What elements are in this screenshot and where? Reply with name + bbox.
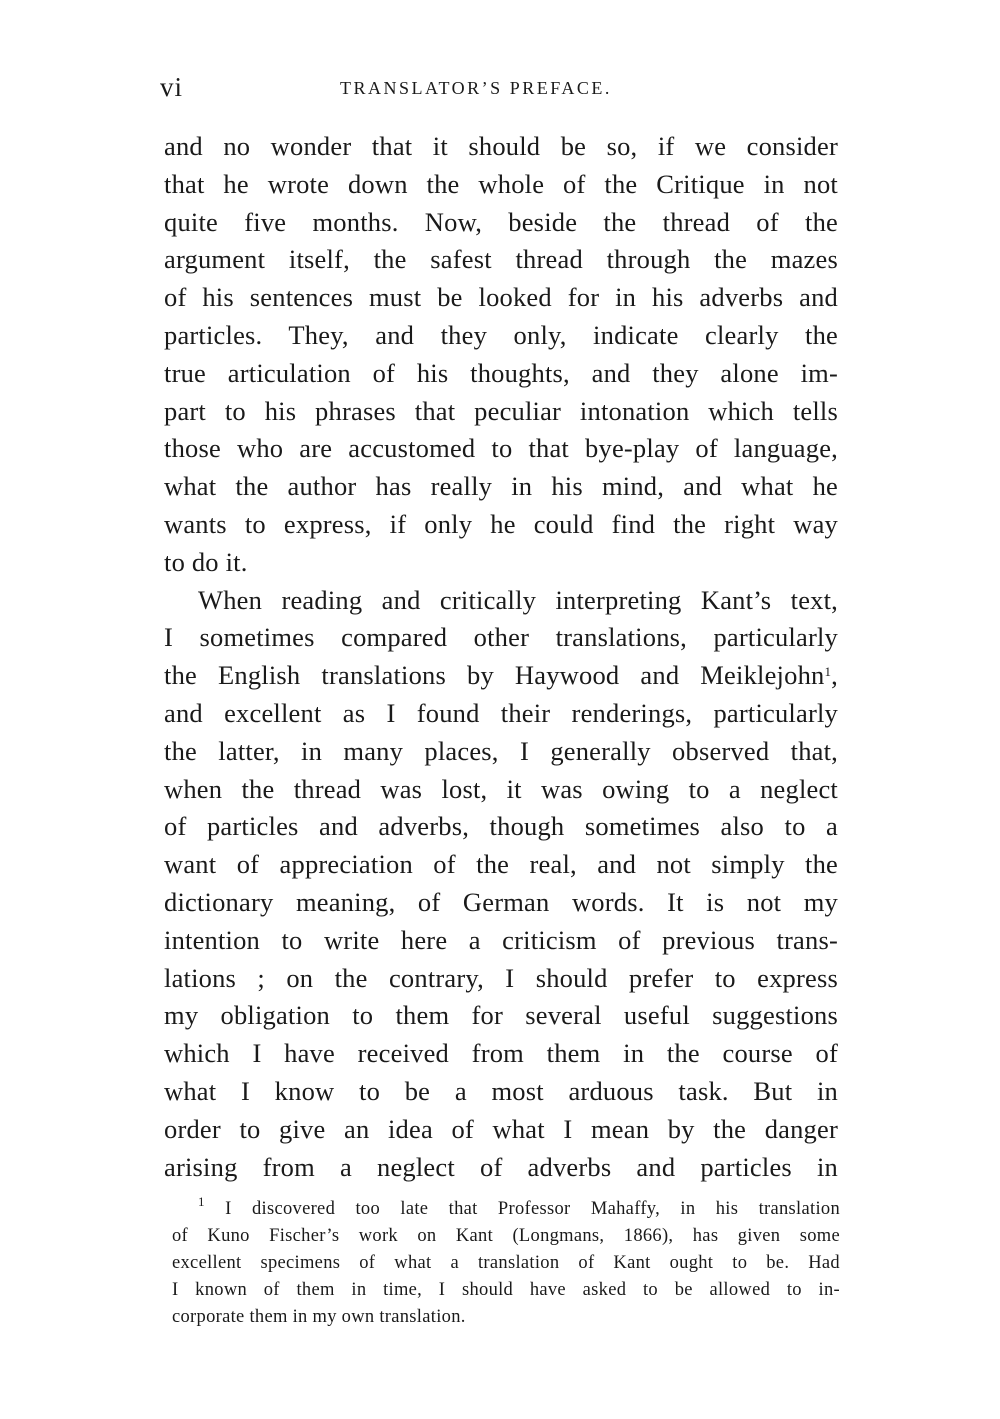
text-line: and excellent as I found their renderings, particularly [164,697,838,728]
text-line: part to his phrases that peculiar intonation which tells [164,395,838,426]
footnote-line [172,1196,840,1223]
footnote-line: corporate them in my own translation. [172,1307,466,1327]
footnote-line: of Kuno Fischer’s work on Kant (Longmans, 1866), has given some [172,1226,840,1246]
text-line: my obligation to them for several useful suggestions [164,1000,838,1031]
text-line: arising from a neglect of adverbs and particles in [164,1151,838,1182]
text-line: intention to write here a criticism of previous trans- [164,924,838,955]
running-head [160,72,840,104]
body-text [164,128,838,1186]
text-line: want of appreciation of the real, and not simply the [164,849,838,880]
text-line: true articulation of his thoughts, and they alone im- [164,357,838,388]
text-line: those who are accustomed to that bye-play of language, [164,433,838,464]
text-line: that he wrote down the whole of the Critique in not [164,168,838,199]
footnote-marker: 1 [198,1194,205,1209]
text-line: which I have received from them in the course of [164,1038,838,1069]
text-line: of particles and adverbs, though sometimes also to a [164,811,838,842]
footnote [172,1196,840,1331]
text-line: argument itself, the safest thread through the mazes [164,244,838,275]
text-line: when the thread was lost, it was owing to a neglect [164,773,838,804]
text-line: dictionary meaning, of German words. It is not my [164,886,838,917]
text-line: what the author has really in his mind, and what he [164,471,838,502]
text-line: the latter, in many places, I generally observed that, [164,735,838,766]
text-line: to do it. [164,546,248,577]
footnote-line: excellent specimens of what a translation of Kant ought to be. Had [172,1253,840,1273]
footnote-line: I known of them in time, I should have asked to be allowed to in- [172,1280,840,1300]
footnote-line-content: I discovered too late that Professor Mahaffy, in his translation [225,1199,840,1219]
text-line: I sometimes compared other translations, particularly [164,622,838,653]
footnote-reference: 1 [824,664,832,680]
running-title: TRANSLATOR’S PREFACE. [340,78,612,98]
text-line-content: the English translations by Haywood and Meiklejohn [164,660,825,691]
text-line: particles. They, and they only, indicate clearly the [164,319,838,350]
text-line: lations ; on the contrary, I should prefer to express [164,962,838,993]
page-number: vi [160,72,184,102]
text-line: what I know to be a most arduous task. But in [164,1075,838,1106]
text-line: order to give an idea of what I mean by the danger [164,1113,838,1144]
text-line: of his sentences must be looked for in his adverbs and [164,282,838,313]
text-line: quite five months. Now, beside the thread of the [164,206,838,237]
text-line: When reading and critically interpreting Kant’s text, [198,584,838,615]
footnote-ref-comma: , [831,660,838,691]
text-line-with-footnote-ref [164,657,838,695]
text-line: wants to express, if only he could find the right way [164,508,838,539]
text-line: and no wonder that it should be so, if we consider [164,131,838,161]
